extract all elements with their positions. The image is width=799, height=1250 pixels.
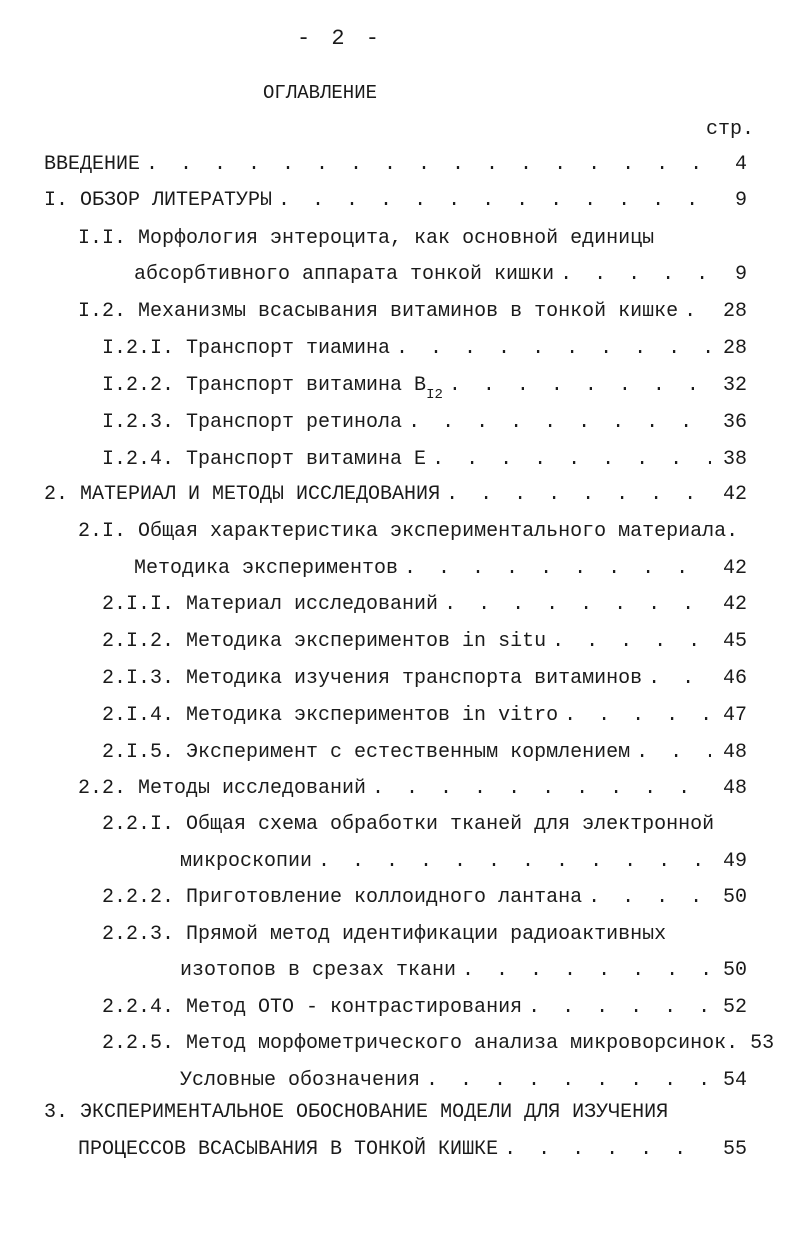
toc-entry[interactable] xyxy=(134,554,747,584)
toc-entry-page: 9 xyxy=(734,189,747,212)
toc-entry[interactable] xyxy=(180,847,747,877)
dot-leader xyxy=(426,1066,711,1096)
toc-entry-title: I. ОБЗОР ЛИТЕРАТУРЫ xyxy=(44,189,273,212)
toc-entry-title: I.2.3. Транспорт ретинола xyxy=(102,411,403,434)
toc-entry-page: 45 xyxy=(722,630,747,653)
toc-entry-title: I.2.I. Транспорт тиамина xyxy=(102,337,391,360)
dot-leader xyxy=(449,371,711,401)
page-column-label: стр. xyxy=(706,118,755,141)
page-number: - 2 - xyxy=(296,26,383,51)
toc-entry-title-line2: изотопов в срезах ткани xyxy=(180,959,457,982)
toc-entry-title-line1: 3. ЭКСПЕРИМЕНТАЛЬНОЕ ОБОСНОВАНИЕ МОДЕЛИ ДЛЯ ИЗУЧЕНИЯ xyxy=(44,1101,669,1124)
toc-entry-page: 48 xyxy=(722,777,747,800)
dot-leader xyxy=(528,993,711,1023)
toc-entry-page: 42 xyxy=(722,557,747,580)
dot-leader xyxy=(372,774,711,804)
toc-entry[interactable] xyxy=(102,738,747,768)
dot-leader xyxy=(462,956,711,986)
toc-entry[interactable] xyxy=(102,701,747,731)
toc-entry-title-line1: 2.I. Общая характеристика экспериментального материала. xyxy=(78,520,739,543)
toc-entry-page: 50 xyxy=(722,886,747,909)
toc-entry-title xyxy=(102,371,443,402)
toc-entry[interactable] xyxy=(180,1066,747,1096)
toc-entry[interactable] xyxy=(102,371,747,401)
toc-entry-title: 2.2.2. Приготовление коллоидного лантана xyxy=(102,886,583,909)
dot-leader xyxy=(408,408,711,438)
toc-entry-title: 2. МАТЕРИАЛ И МЕТОДЫ ИССЛЕДОВАНИЯ xyxy=(44,483,441,506)
toc-entry-title: 2.2. Методы исследований xyxy=(78,777,367,800)
dot-leader xyxy=(636,738,711,768)
toc-entry-page: 32 xyxy=(722,374,747,397)
toc-entry-page: 52 xyxy=(722,996,747,1019)
toc-entry[interactable] xyxy=(102,408,747,438)
toc-entry-page: 38 xyxy=(722,448,747,471)
toc-entry-title: I.2.4. Транспорт витамина Е xyxy=(102,448,427,471)
toc-entry-title-line1: 2.2.3. Прямой метод идентификации радиоактивных xyxy=(102,923,667,946)
toc-entry-title: 2.2.4. Метод ОТО - контрастирования xyxy=(102,996,523,1019)
toc-entry[interactable] xyxy=(102,334,747,364)
dot-leader xyxy=(396,334,711,364)
dot-leader xyxy=(444,590,711,620)
toc-entry-title-line2: Методика экспериментов xyxy=(134,557,399,580)
toc-entry-title: I.2. Механизмы всасывания витаминов в тонкой кишке xyxy=(78,300,679,323)
toc-entry-page: 9 xyxy=(734,263,747,286)
toc-entry-page: 54 xyxy=(722,1069,747,1092)
toc-entry-page: 28 xyxy=(722,300,747,323)
subscript: I2 xyxy=(426,387,443,403)
toc-entry[interactable] xyxy=(180,956,747,986)
toc-entry[interactable] xyxy=(102,664,747,694)
toc-entry-title-line2: ПРОЦЕССОВ ВСАСЫВАНИЯ В ТОНКОЙ КИШКЕ xyxy=(78,1138,499,1161)
toc-entry-title: 2.I.5. Эксперимент с естественным кормлением xyxy=(102,741,631,764)
toc-entry-page: 55 xyxy=(722,1138,747,1161)
dot-leader xyxy=(560,260,711,290)
toc-entry-title: Условные обозначения xyxy=(180,1069,421,1092)
dot-leader xyxy=(648,664,711,694)
toc-entry[interactable] xyxy=(102,993,747,1023)
dot-leader xyxy=(278,186,711,216)
toc-entry-page: 28 xyxy=(722,337,747,360)
toc-entry-page: 53 xyxy=(750,1032,775,1055)
toc-entry-title-line1: I.I. Морфология энтероцита, как основной единицы xyxy=(78,227,655,250)
dot-leader xyxy=(404,554,711,584)
toc-entry-page: 36 xyxy=(722,411,747,434)
toc-entry-title: 2.I.2. Методика экспериментов in situ xyxy=(102,630,547,653)
toc-entry[interactable] xyxy=(78,1135,747,1165)
toc-entry-title: 2.2.5. Метод морфометрического анализа микроворсинок. xyxy=(102,1032,739,1055)
toc-entry[interactable] xyxy=(44,150,747,180)
toc-entry-title: 2.I.3. Методика изучения транспорта витаминов xyxy=(102,667,643,690)
toc-entry[interactable] xyxy=(44,186,747,216)
dot-leader xyxy=(318,847,711,877)
dot-leader xyxy=(564,701,711,731)
toc-entry-page: 50 xyxy=(722,959,747,982)
toc-entry-page: 4 xyxy=(734,153,747,176)
dot-leader xyxy=(552,627,711,657)
toc-entry[interactable] xyxy=(78,297,747,327)
toc-entry[interactable] xyxy=(78,774,747,804)
toc-entry-page: 48 xyxy=(722,741,747,764)
dot-leader xyxy=(432,445,711,475)
dot-leader xyxy=(588,883,711,913)
toc-entry-page: 47 xyxy=(722,704,747,727)
toc-entry[interactable] xyxy=(44,480,747,510)
toc-entry[interactable] xyxy=(102,445,747,475)
toc-entry-title: ВВЕДЕНИЕ xyxy=(44,153,141,176)
dot-leader xyxy=(504,1135,711,1165)
page-title: ОГЛАВЛЕНИЕ xyxy=(262,82,378,104)
dot-leader xyxy=(146,150,711,180)
toc-entry-title: 2.I.I. Материал исследований xyxy=(102,593,439,616)
toc-entry[interactable] xyxy=(102,627,747,657)
toc-entry[interactable] xyxy=(134,260,747,290)
toc-entry-page: 42 xyxy=(722,483,747,506)
dot-leader xyxy=(684,297,711,327)
toc-entry-page: 42 xyxy=(722,593,747,616)
toc-entry-title-line2: микроскопии xyxy=(180,850,313,873)
toc-entry[interactable] xyxy=(102,590,747,620)
toc-entry-page: 49 xyxy=(722,850,747,873)
toc-entry-page: 46 xyxy=(722,667,747,690)
toc-entry[interactable] xyxy=(102,883,747,913)
toc-entry-title: 2.I.4. Методика экспериментов in vitro xyxy=(102,704,559,727)
dot-leader xyxy=(446,480,711,510)
toc-entry[interactable] xyxy=(102,1029,775,1059)
toc-entry-title-text: I.2.2. Транспорт витамина B xyxy=(102,374,427,397)
toc-entry-title-line1: 2.2.I. Общая схема обработки тканей для электронной xyxy=(102,813,715,836)
toc-entry-title-line2: абсорбтивного аппарата тонкой кишки xyxy=(134,263,555,286)
